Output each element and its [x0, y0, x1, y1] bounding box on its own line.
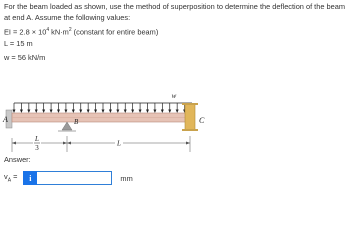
answer-variable-label: $v_A$ = [4, 172, 18, 184]
answer-title: Answer: [4, 155, 31, 164]
info-icon[interactable]: i [23, 171, 37, 185]
load-arrow-head [42, 110, 45, 114]
load-arrow-head [79, 110, 82, 114]
load-arrow-head [27, 110, 30, 114]
load-arrow-head [102, 110, 105, 114]
dim-arrow-a [12, 142, 16, 145]
unit-label: mm [120, 173, 133, 183]
answer-input[interactable] [37, 171, 112, 185]
load-arrow-head [124, 110, 127, 114]
answer-row [4, 170, 133, 186]
load-arrow-head [64, 110, 67, 114]
load-arrow-head [116, 110, 119, 114]
load-arrow-head [50, 110, 53, 114]
load-arrow-head [161, 110, 164, 114]
dim-l3-denominator: 3 [35, 144, 39, 152]
load-arrow-head [146, 110, 149, 114]
given-w: w = 56 kN/m [4, 53, 46, 62]
given-ei: EI = $2.8 \times 10^4$ $kN\cdot m^2$ (constant for entire beam) [4, 27, 159, 37]
load-arrow-head [13, 110, 16, 114]
load-arrow-head [35, 110, 38, 114]
dim-arrow-b-right [67, 142, 71, 145]
dim-arrow-c [186, 142, 190, 145]
problem-text: For the beam loaded as shown, use the method of superposition to determine the deflection of the beam at end A. Assume the following values: [4, 2, 346, 22]
load-label: w [171, 92, 177, 100]
load-arrow-head [72, 110, 75, 114]
load-arrow-head [131, 110, 134, 114]
load-arrow-head [153, 110, 156, 114]
distributed-load-arrows [13, 103, 194, 113]
load-arrow-head [57, 110, 60, 114]
load-arrow-head [168, 110, 171, 114]
point-b-label: B [74, 118, 79, 126]
given-l: L = 15 m [4, 39, 33, 48]
load-arrow-head [109, 110, 112, 114]
load-arrow-head [176, 110, 179, 114]
load-arrow-head [139, 110, 142, 114]
point-c-label: C [199, 116, 205, 125]
load-arrow-head [87, 110, 90, 114]
dim-arrow-b-left [63, 142, 67, 145]
load-arrow-head [20, 110, 23, 114]
point-a-label: A [3, 115, 8, 124]
dim-l-label: L [117, 139, 121, 148]
load-arrow-head [94, 110, 97, 114]
dim-l3-numerator: L [35, 135, 39, 143]
